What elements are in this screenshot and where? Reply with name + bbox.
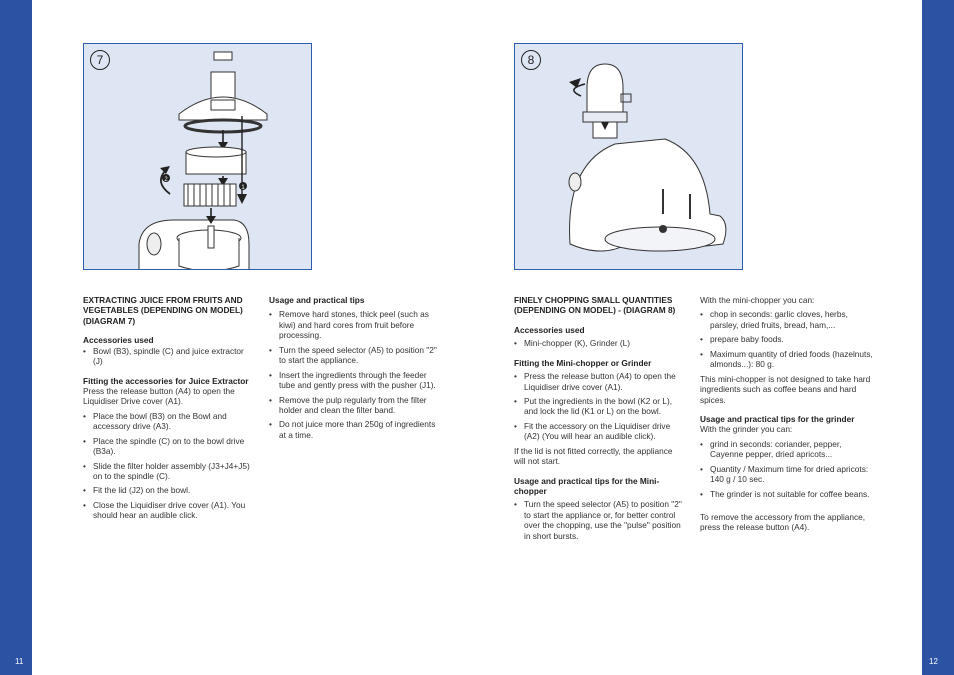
grinder-uses-list: [700, 439, 874, 499]
chopper-uses-list: [700, 309, 874, 369]
diagram-number: 8: [521, 50, 541, 70]
list-item: • Close the Liquidiser drive cover (A1). You should hear an audible click.: [83, 500, 255, 521]
grinder-tips-heading: Usage and practical tips for the grinder: [700, 413, 855, 424]
column-juice-extractor: [83, 295, 255, 525]
usage-tips-heading: Usage and practical tips: [269, 295, 365, 305]
juice-extractor-illustration: [84, 44, 312, 270]
list-item: • chop in seconds: garlic cloves, herbs, parsley, dried fruits, bread, ham,...: [700, 309, 874, 330]
list-item: • Press the release button (A4) to open the Liquidiser drive cover (A1).: [514, 371, 682, 392]
accessories-heading: Accessories used: [514, 324, 585, 335]
grinder-intro: With the grinder you can:: [700, 424, 793, 435]
fitting-list: [514, 371, 682, 442]
accessories-list: [514, 338, 682, 348]
section-title-chopping: FINELY CHOPPING SMALL QUANTITIES (DEPENDING ON MODEL) - (DIAGRAM 8): [514, 295, 676, 316]
list-item: • Fit the accessory on the Liquidiser drive (A2) (You will hear an audible click).: [514, 421, 682, 442]
fitting-heading: Fitting the Mini-chopper or Grinder: [514, 357, 652, 368]
list-item: • Do not juice more than 250g of ingredients at a time.: [269, 419, 441, 440]
list-item: • Turn the speed selector (A5) to position "2" to start the appliance or, for better control over the chopping, use the "pulse" position in short bursts.: [514, 499, 682, 541]
chopper-uses-intro: With the mini-chopper you can:: [700, 295, 815, 305]
diagram-7-juice-extractor: [83, 43, 312, 270]
remove-note: To remove the accessory from the appliance, press the release button (A4).: [700, 512, 866, 533]
step-mark-2: 2: [164, 177, 168, 183]
fitting-heading: Fitting the accessories for Juice Extractor: [83, 375, 249, 386]
lid-note: If the lid is not fitted correctly, the appliance will not start.: [514, 445, 673, 467]
list-item: • Quantity / Maximum time for dried apricots: 140 g / 10 sec.: [700, 464, 874, 485]
section-title-juice: EXTRACTING JUICE FROM FRUITS AND VEGETABLES (DEPENDING ON MODEL) (DIAGRAM 7): [83, 295, 243, 326]
list-item: • Remove the pulp regularly from the filter holder and clean the filter band.: [269, 395, 441, 416]
list-item: • Remove hard stones, thick peel (such as kiwi) and hard cores from fruit before processing.: [269, 309, 441, 340]
step-mark-1: 1: [241, 185, 245, 191]
column-juice-tips: [269, 295, 441, 444]
page-number-left: 11: [15, 657, 24, 666]
list-item: • Put the ingredients in the bowl (K2 or L), and lock the lid (K1 or L) on the bowl.: [514, 396, 682, 417]
diagram-8-mini-chopper: [514, 43, 743, 270]
diagram-number: 7: [90, 50, 110, 70]
list-item: • Place the bowl (B3) on the Bowl and accessory drive (A3).: [83, 411, 255, 432]
list-item: • prepare baby foods.: [700, 334, 874, 344]
chopper-tips-heading: Usage and practical tips for the Mini-chopper: [514, 475, 660, 497]
list-item: • Place the spindle (C) on to the bowl drive (B3a).: [83, 436, 255, 457]
list-item: • Fit the lid (J2) on the bowl.: [83, 485, 255, 495]
list-item: • Insert the ingredients through the feeder tube and gently press with the pusher (J1).: [269, 370, 441, 391]
column-chopper-uses: [700, 295, 874, 533]
list-item: • Maximum quantity of dried foods (hazelnuts, almonds...): 80 g.: [700, 349, 874, 370]
column-mini-chopper: [514, 295, 682, 545]
chopper-note: This mini-chopper is not designed to take hard ingredients such as coffee beans and hard spices.: [700, 373, 871, 405]
left-edge-band: [0, 0, 32, 675]
mini-chopper-illustration: [515, 44, 743, 270]
chopper-tips-list: [514, 499, 682, 541]
list-item: • Turn the speed selector (A5) to position "2" to start the appliance.: [269, 345, 441, 366]
accessories-list: [83, 346, 255, 367]
usage-tips-list: [269, 309, 441, 440]
list-item: • Bowl (B3), spindle (C) and juice extractor (J): [83, 346, 255, 367]
page-number-right: 12: [929, 657, 938, 666]
fitting-intro: Press the release button (A4) to open the Liquidiser Drive cover (A1).: [83, 385, 235, 407]
list-item: • Mini-chopper (K), Grinder (L): [514, 338, 682, 348]
list-item: • Slide the filter holder assembly (J3+J4+J5) on to the spindle (C).: [83, 461, 255, 482]
list-item: • grind in seconds: coriander, pepper, Cayenne pepper, dried apricots...: [700, 439, 874, 460]
list-item: • The grinder is not suitable for coffee beans.: [700, 489, 874, 499]
right-edge-band: [922, 0, 954, 675]
accessories-heading: Accessories used: [83, 335, 154, 346]
fitting-list: [83, 411, 255, 521]
